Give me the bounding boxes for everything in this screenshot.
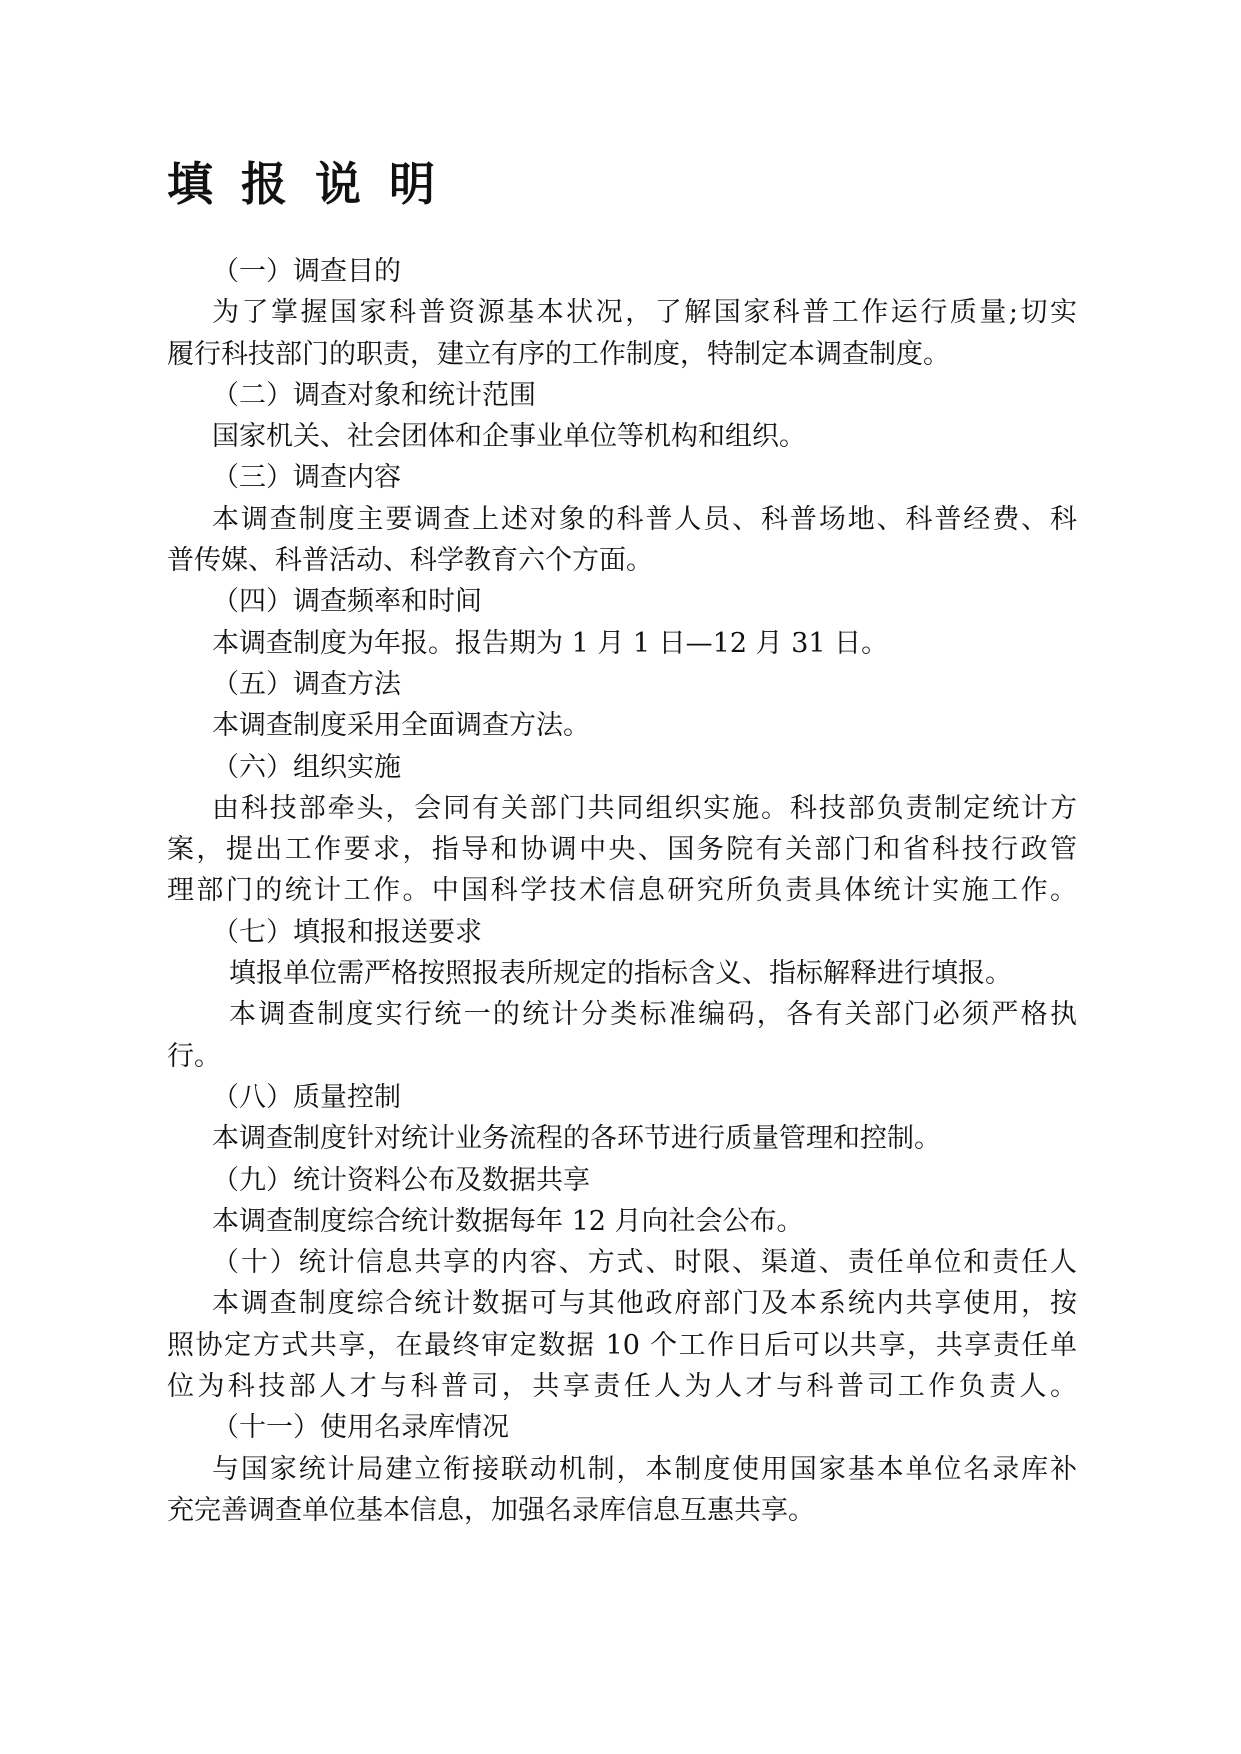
paragraph-line: 填报单位需严格按照报表所规定的指标含义、指标解释进行填报。 [229,958,1012,990]
section-heading: （六）组织实施 [212,751,401,783]
paragraph-line: 本调查制度综合统计数据每年 12 月向社会公布。 [212,1205,804,1237]
document-body [167,251,1077,1531]
paragraph-line: 充完善调查单位基本信息，加强名录库信息互惠共享。 [167,1494,815,1526]
paragraph-line: 为了掌握国家科普资源基本状况，了解国家科普工作运行质量;切实 [212,297,1077,329]
paragraph-line: 照协定方式共享，在最终审定数据 10 个工作日后可以共享，共享责任单 [167,1329,1077,1361]
paragraph-line: 行。 [167,1040,221,1072]
paragraph-line: 国家机关、社会团体和企事业单位等机构和组织。 [212,421,806,453]
paragraph-line: 普传媒、科普活动、科学教育六个方面。 [167,545,653,577]
section-heading: （八）质量控制 [212,1081,401,1113]
paragraph-line: 本调查制度为年报。报告期为 1 月 1 日—12 月 31 日。 [212,627,889,659]
page-title: 填报说明 [167,157,463,211]
paragraph-line: 本调查制度针对统计业务流程的各环节进行质量管理和控制。 [212,1123,941,1155]
paragraph-line: 本调查制度实行统一的统计分类标准编码，各有关部门必须严格执 [229,999,1077,1031]
paragraph-line: 本调查制度采用全面调查方法。 [212,710,590,742]
section-heading: （五）调查方法 [212,668,401,700]
section-heading: （九）统计资料公布及数据共享 [212,1164,590,1196]
section-heading: （十一）使用名录库情况 [212,1412,509,1444]
paragraph-line: 与国家统计局建立衔接联动机制，本制度使用国家基本单位名录库补 [212,1453,1077,1485]
section-heading: （七）填报和报送要求 [212,916,482,948]
paragraph-line: 履行科技部门的职责，建立有序的工作制度，特制定本调查制度。 [167,338,950,370]
paragraph-line: 由科技部牵头，会同有关部门共同组织实施。科技部负责制定统计方 [212,792,1077,824]
section-heading: （三）调查内容 [212,462,401,494]
section-heading: （一）调查目的 [212,256,401,287]
paragraph-line: 理部门的统计工作。中国科学技术信息研究所负责具体统计实施工作。 [167,875,1077,907]
paragraph-line: 案，提出工作要求，指导和协调中央、国务院有关部门和省科技行政管 [167,834,1077,866]
section-heading: （二）调查对象和统计范围 [212,379,536,411]
paragraph-line: 位为科技部人才与科普司，共享责任人为人才与科普司工作负责人。 [167,1371,1077,1403]
section-heading: （十）统计信息共享的内容、方式、时限、渠道、责任单位和责任人 [212,1247,1077,1279]
paragraph-line: 本调查制度主要调查上述对象的科普人员、科普场地、科普经费、科 [212,503,1077,535]
paragraph-line: 本调查制度综合统计数据可与其他政府部门及本系统内共享使用，按 [212,1288,1077,1320]
section-heading: （四）调查频率和时间 [212,586,482,618]
